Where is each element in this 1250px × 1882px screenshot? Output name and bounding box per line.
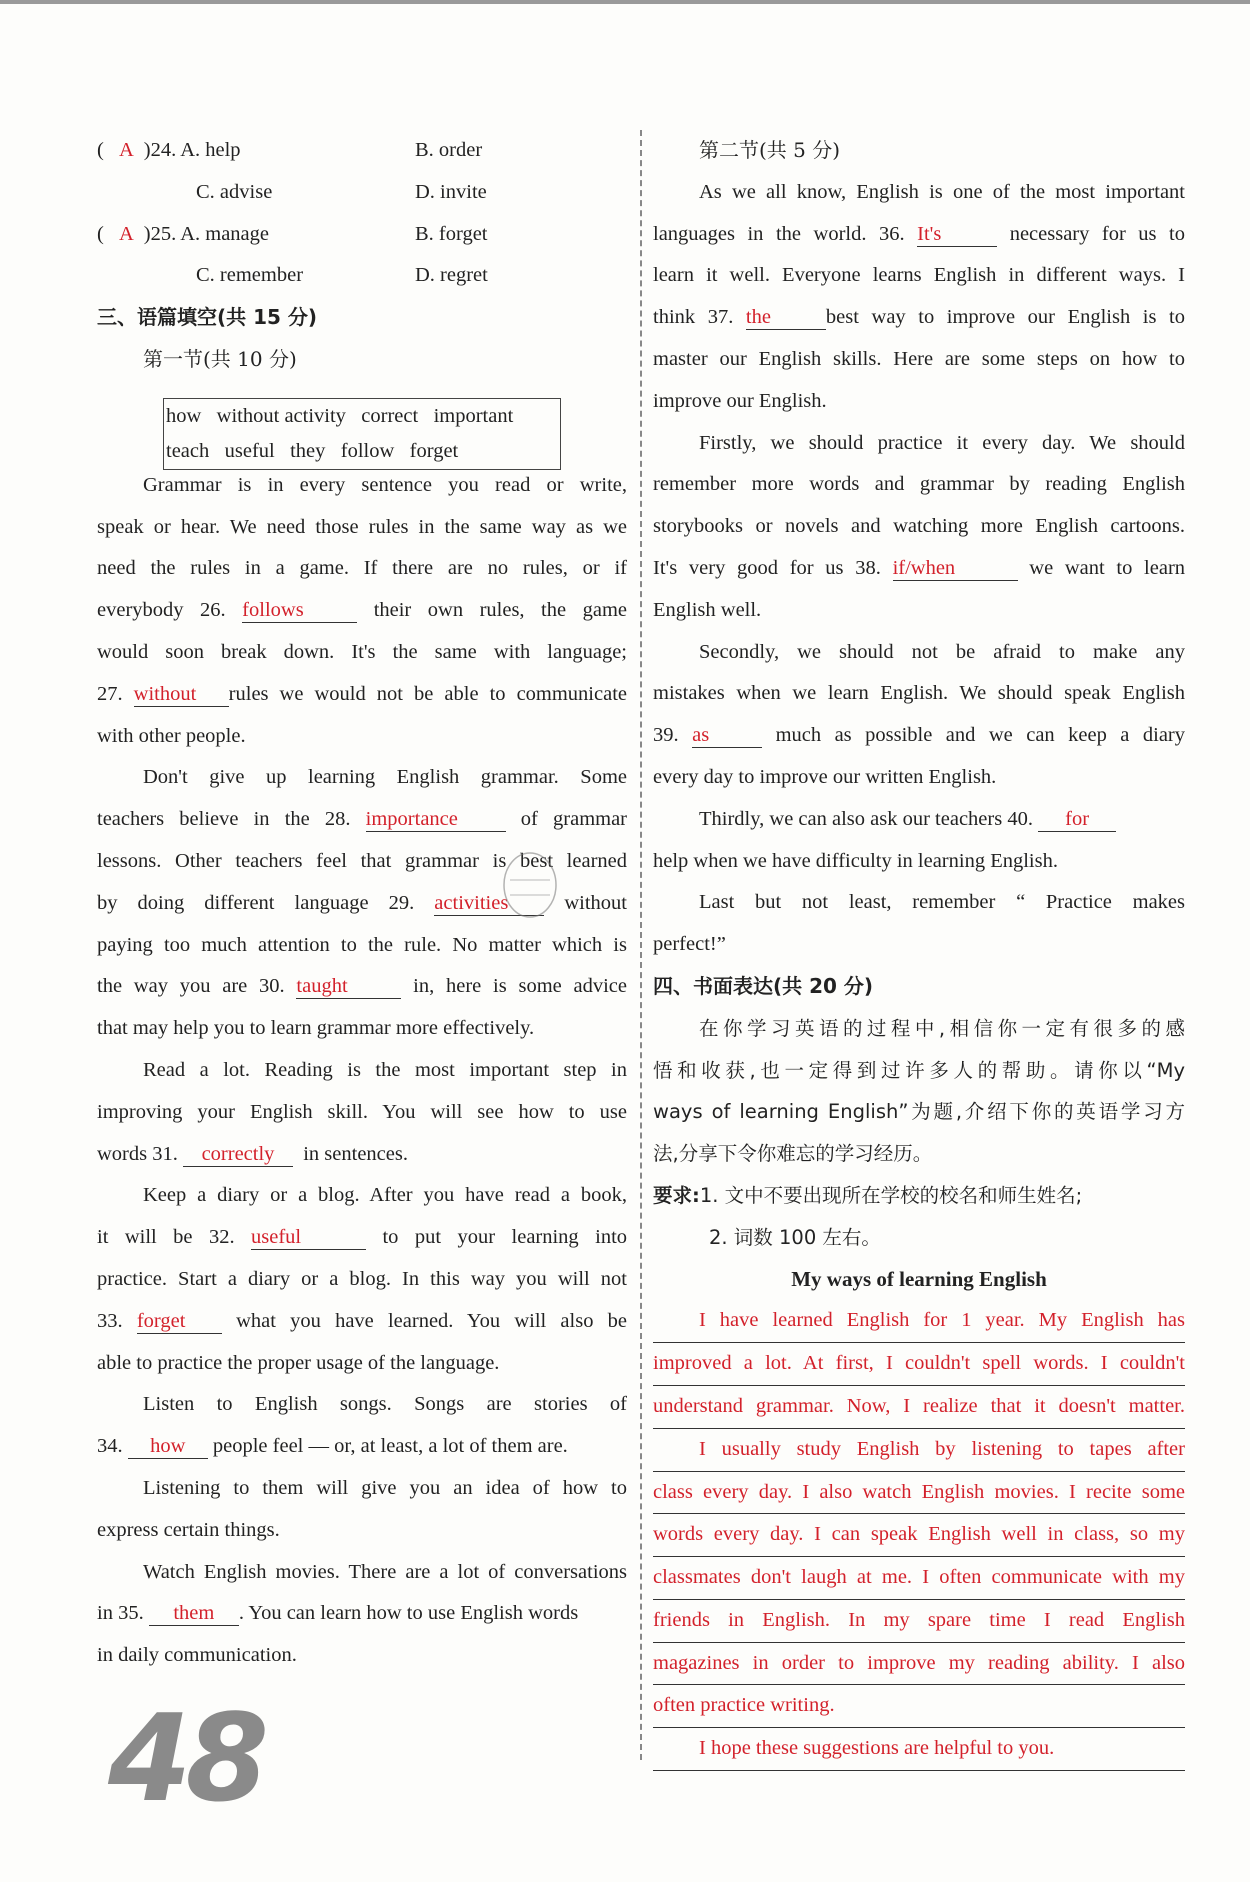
blank-29: activities [434, 891, 544, 916]
option-24-b: B. order [415, 139, 483, 161]
blank-36: It's [917, 222, 997, 247]
option-25-a: )25. A. manage [143, 222, 270, 245]
text-line: 在你学习英语的过程中,相信你一定有很多的感 [699, 1016, 1185, 1040]
paren-open: ( [97, 139, 104, 161]
text-span: languages in the world. 36. [653, 222, 905, 245]
passage2-paragraph-4 [653, 799, 1185, 883]
text-line: Last but not least, remember “ Practice makes [699, 891, 1185, 914]
section-4-heading: 四、书面表达(共 20 分) [653, 973, 874, 998]
text-span: rules we would not be able to communicate [228, 682, 627, 705]
text-line: mistakes when we learn English. We should speak English [653, 682, 1185, 705]
blank-26: follows [242, 598, 357, 623]
text-span: everybody 26. [97, 599, 226, 622]
text-line: Secondly, we should not be afraid to make any [699, 640, 1185, 663]
text-span: 34. [97, 1435, 123, 1458]
requirements [653, 1175, 1185, 1217]
text-line: ways of learning English”为题,介绍下你的英语学习方 [653, 1100, 1185, 1124]
essay-line: words every day. I can speak English well in class, so my [653, 1514, 1185, 1557]
essay-line: class every day. I also watch English movies. I recite some [653, 1472, 1185, 1515]
passage-paragraph-3 [97, 1050, 627, 1175]
essay-line: friends in English. In my spare time I read English [653, 1600, 1185, 1643]
writing-prompt [653, 1008, 1185, 1259]
question-24-row2 [97, 172, 627, 214]
text-line [97, 1217, 627, 1259]
text-line [97, 1134, 627, 1176]
text-line [653, 548, 1185, 590]
essay-line: improved a lot. At first, I couldn't spell words. I couldn't [653, 1343, 1185, 1386]
blank-33: forget [137, 1309, 222, 1334]
text-line: perfect!” [653, 933, 726, 956]
text-line [97, 799, 627, 841]
blank-28: importance [366, 807, 506, 832]
text-line: speak or hear. We need those rules in the same way as we [97, 515, 627, 538]
requirement-2: 2. 词数 100 左右。 [709, 1225, 881, 1249]
text-line: Firstly, we should practice it every day. We should [699, 431, 1185, 454]
text-line: 法,分享下令你难忘的学习经历。 [653, 1142, 933, 1166]
text-span: 39. [653, 724, 679, 747]
text-line: Grammar is in every sentence you read or write, [143, 473, 627, 496]
passage-paragraph-4 [97, 1175, 627, 1384]
passage2-paragraph-5 [653, 882, 1185, 966]
essay-line: I hope these suggestions are helpful to you. [653, 1728, 1185, 1771]
question-25-row2 [97, 255, 627, 297]
text-span: it will be 32. [97, 1226, 235, 1249]
text-span: It's very good for us 38. [653, 556, 881, 579]
text-line [653, 799, 1185, 841]
text-line [97, 1593, 627, 1635]
text-line: in daily communication. [97, 1644, 297, 1667]
text-line [97, 966, 627, 1008]
essay-line: often practice writing. [653, 1685, 1185, 1728]
answer-24: A [118, 139, 134, 161]
text-line: improve our English. [653, 389, 827, 412]
essay-line: I have learned English for 1 year. My English has [653, 1300, 1185, 1343]
text-span: teachers believe in the 28. [97, 808, 351, 831]
passage-paragraph-6 [97, 1552, 627, 1677]
text-span: by doing different language 29. [97, 891, 415, 914]
text-line: master our English skills. Here are some steps on how to [653, 347, 1185, 370]
text-span: think 37. [653, 306, 734, 329]
text-line: express certain things. [97, 1518, 280, 1541]
text-span: 33. [97, 1309, 123, 1332]
blank-37: the [746, 305, 826, 330]
text-line: that may help you to learn grammar more effectively. [97, 1017, 535, 1040]
blank-38: if/when [893, 556, 1018, 581]
text-span: people feel — or, at least, a lot of them are. [212, 1435, 568, 1458]
text-span: necessary for us to [1009, 222, 1186, 245]
text-line: Don't give up learning English grammar. Some [143, 766, 627, 789]
blank-30: taught [296, 974, 401, 999]
blank-40: for [1038, 807, 1116, 832]
text-line [97, 674, 627, 716]
text-line [97, 590, 627, 632]
blank-39: as [692, 723, 762, 748]
text-span: much as possible and we can keep a diary [775, 724, 1185, 747]
text-line: able to practice the proper usage of the language. [97, 1351, 500, 1374]
question-24 [97, 130, 627, 172]
right-column [653, 130, 1185, 1771]
option-24-a: )24. A. help [143, 139, 241, 161]
text-span: without [564, 891, 628, 914]
text-line: would soon break down. It's the same with language; [97, 640, 627, 663]
column-divider [640, 130, 642, 1760]
top-border [0, 0, 1250, 4]
text-line: practice. Start a diary or a blog. In this way you will not [97, 1267, 627, 1290]
essay-line: I usually study English by listening to tapes after [653, 1429, 1185, 1472]
passage2-paragraph-3 [653, 632, 1185, 799]
passage-paragraph-5 [97, 1384, 627, 1551]
blank-31: correctly [183, 1142, 293, 1167]
text-span: what you have learned. You will also be [236, 1309, 628, 1332]
passage2-paragraph-2 [653, 423, 1185, 632]
text-line [653, 297, 1185, 339]
passage2-paragraph-1 [653, 172, 1185, 423]
text-line: Listen to English songs. Songs are stories of [143, 1393, 627, 1416]
blank-27: without [134, 682, 229, 707]
text-line: every day to improve our written English. [653, 765, 997, 788]
text-span: in 35. [97, 1602, 144, 1625]
text-line: 悟和收获,也一定得到过许多人的帮助。请你以“My [653, 1058, 1185, 1082]
text-span: of grammar [520, 808, 628, 831]
paren-open: ( [97, 222, 104, 245]
text-line: improving your English skill. You will see how to use [97, 1100, 627, 1123]
requirements-label: 要求: [653, 1183, 700, 1207]
text-line: Keep a diary or a blog. After you have read a book, [143, 1184, 627, 1207]
text-line: need the rules in a game. If there are no rules, or if [97, 557, 627, 580]
essay-line: understand grammar. Now, I realize that it doesn't matter. [653, 1386, 1185, 1429]
option-24-d: D. invite [415, 180, 487, 203]
text-line [97, 1301, 627, 1343]
answer-25: A [118, 222, 134, 245]
blank-34: how [128, 1434, 208, 1459]
question-25 [97, 214, 627, 256]
text-line: English well. [653, 598, 762, 621]
text-line: with other people. [97, 724, 246, 747]
text-span: their own rules, the game [373, 599, 627, 622]
option-25-b: B. forget [415, 222, 488, 245]
essay-answer [653, 1300, 1185, 1771]
stamp-mark [500, 850, 560, 920]
part-1-heading: 第一节(共 10 分) [143, 346, 297, 371]
essay-line: classmates don't laugh at me. I often communicate with my [653, 1557, 1185, 1600]
text-span: 27. [97, 682, 123, 705]
word-bank-row-1: how without activity correct important [166, 405, 514, 427]
section-3-heading: 三、语篇填空(共 15 分) [97, 305, 318, 330]
text-line: Read a lot. Reading is the most important step in [143, 1058, 627, 1081]
text-span: to put your learning into [382, 1226, 628, 1249]
text-span: in, here is some advice [413, 975, 627, 998]
text-line: storybooks or novels and watching more English cartoons. [653, 515, 1185, 538]
page-number: 48 [108, 1690, 263, 1829]
text-line: remember more words and grammar by reading English [653, 473, 1185, 496]
text-line: Watch English movies. There are a lot of conversations [143, 1560, 627, 1583]
text-span: best way to improve our English is to [825, 306, 1185, 329]
option-24-c: C. advise [196, 180, 273, 203]
text-span: the way you are 30. [97, 975, 285, 998]
passage-paragraph-1 [97, 465, 627, 758]
option-25-d: D. regret [415, 264, 488, 287]
text-line: As we all know, English is one of the most important [699, 180, 1185, 203]
text-line: learn it well. Everyone learns English in different ways. I [653, 264, 1185, 287]
essay-line: magazines in order to improve my reading ability. I also [653, 1643, 1185, 1686]
text-line [653, 214, 1185, 256]
text-span: Thirdly, we can also ask our teachers 40. [699, 807, 1033, 830]
part-2-heading: 第二节(共 5 分) [699, 138, 841, 162]
blank-32: useful [251, 1225, 366, 1250]
text-span: . You can learn how to use English words [238, 1602, 579, 1625]
essay-title: My ways of learning English [791, 1266, 1047, 1291]
option-25-c: C. remember [196, 264, 304, 287]
text-span: we want to learn [1029, 556, 1186, 579]
text-line: paying too much attention to the rule. No matter which is [97, 933, 627, 956]
text-line: lessons. Other teachers feel that grammar is best learned [97, 849, 627, 872]
requirement-1: 1. 文中不要出现所在学校的校名和师生姓名; [699, 1183, 1083, 1207]
blank-35: them [149, 1601, 239, 1626]
text-span: words 31. [97, 1142, 178, 1165]
text-line [653, 715, 1185, 757]
word-bank-row-2: teach useful they follow forget [166, 440, 459, 462]
text-line: help when we have difficulty in learning English. [653, 849, 1058, 872]
text-span: in sentences. [303, 1142, 408, 1165]
text-line [97, 1426, 627, 1468]
text-line: Listening to them will give you an idea of how to [143, 1476, 627, 1499]
word-bank-box [163, 398, 561, 470]
